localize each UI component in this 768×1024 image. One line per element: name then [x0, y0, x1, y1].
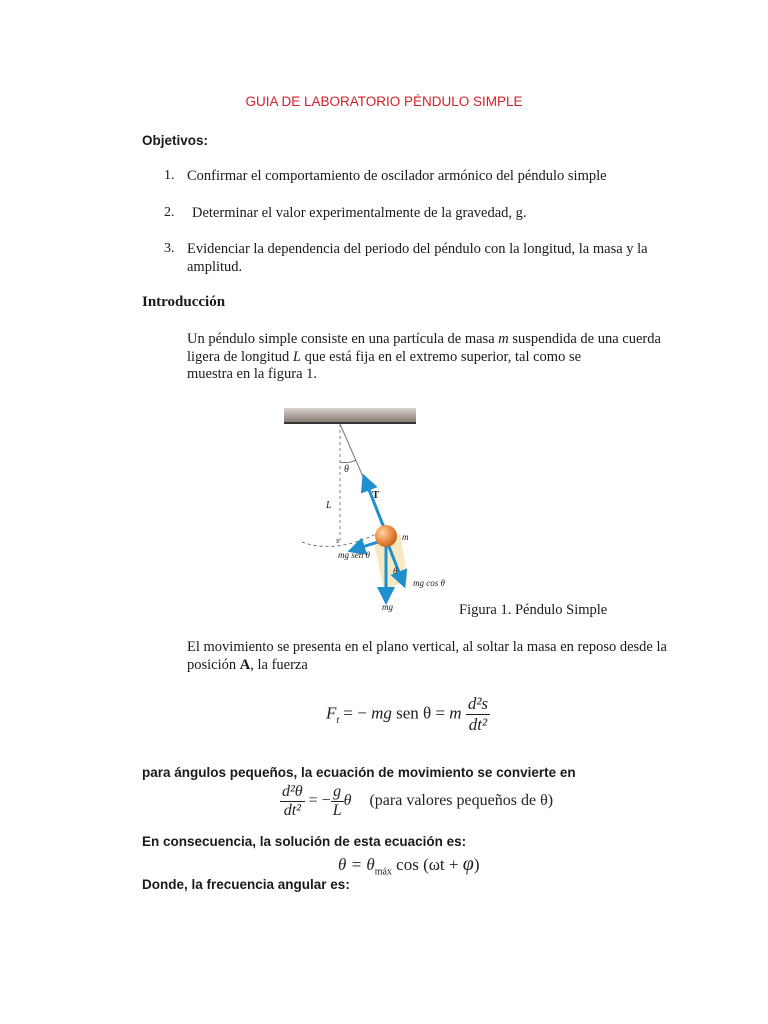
solution-equation: $\theta = \theta_{máx}$ cos (ωt + φ): [338, 853, 480, 878]
objective-text-3: Evidenciar la dependencia del periodo del péndulo con la longitud, la masa y la amplitud.: [187, 241, 648, 275]
objectives-heading: Objetivos:: [142, 133, 209, 148]
small-angles-text: para ángulos pequeños, la ecuación de movimiento se convierte en: [142, 765, 576, 780]
pendulum-figure: [280, 404, 470, 616]
intro-paragraph: Un péndulo simple consiste en una partícula de masa m suspendida de una cuerda ligera de longitud L que está fija en el extremo superior, tal como se muestra en la figura 1.: [187, 331, 661, 382]
objective-text-1: Confirmar el comportamiento de oscilador armónico del péndulo simple: [187, 168, 607, 184]
objective-text-2: Determinar el valor experimentalmente de la gravedad, g.: [192, 205, 527, 221]
label-tension: T: [372, 489, 380, 501]
objective-number-3: 3.: [164, 241, 175, 256]
label-theta-top: θ: [344, 464, 349, 475]
pendulum-mass: [375, 525, 397, 547]
label-theta-low: θ: [393, 566, 398, 576]
introduction-heading: Introducción: [142, 294, 226, 310]
figure-caption: Figura 1. Péndulo Simple: [459, 602, 608, 618]
label-mg-sen: mg sen θ: [338, 550, 370, 560]
label-mg-cos: mg cos θ: [413, 578, 445, 588]
movement-paragraph: El movimiento se presenta en el plano vertical, al soltar la masa en reposo desde la posición A, la fuerza: [187, 639, 667, 673]
label-arc: s: [336, 536, 340, 545]
objective-number-2: 2.: [164, 205, 175, 220]
consequence-text: En consecuencia, la solución de esta ecuación es:: [142, 834, 467, 849]
label-mass: m: [402, 532, 409, 542]
small-angle-equation: $\frac{\text{d²θ}}{\text{dt²}}$ = − $\frac{g}{L}$ θ (para valores pequeños de θ): [282, 783, 554, 819]
label-weight: mg: [382, 602, 393, 612]
force-equation: $F_t$ = − mg sen θ = m $\frac{\text{d²s}}{\text{dt²}}$: [326, 694, 489, 734]
label-length: L: [326, 500, 332, 511]
angular-frequency-text: Donde, la frecuencia angular es:: [142, 877, 350, 892]
objective-number-1: 1.: [164, 168, 175, 183]
ceiling: [284, 408, 416, 422]
document-title: GUIA DE LABORATORIO PÉNDULO SIMPLE: [245, 94, 523, 109]
